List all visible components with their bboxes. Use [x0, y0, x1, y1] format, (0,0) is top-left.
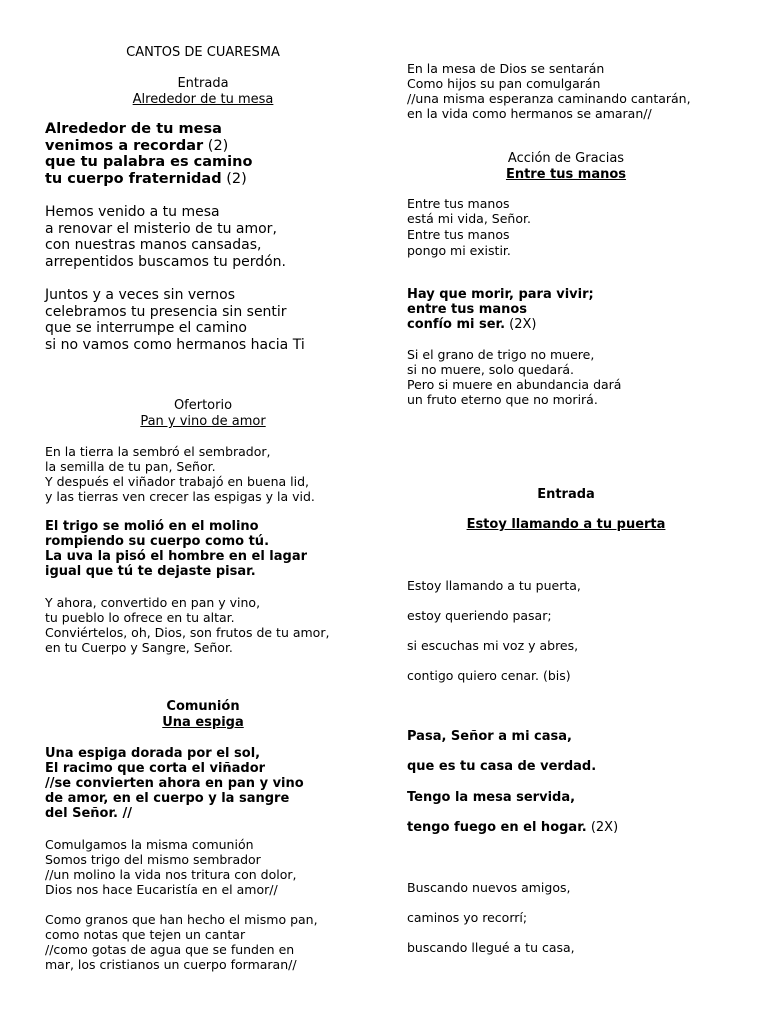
- song-title-text: Una espiga: [162, 715, 244, 730]
- song-title: [384, 517, 748, 532]
- chorus-text: Alrededor de tu mesa: [45, 121, 222, 137]
- verse-line: Dios nos hace Eucaristía en el amor//: [45, 882, 278, 897]
- verse-line: si escuchas mi voz y abres,: [407, 638, 579, 653]
- section-heading: Entrada: [537, 487, 595, 502]
- verse-line: si no vamos como hermanos hacia Ti: [45, 336, 305, 353]
- section-heading: Entrada: [177, 76, 229, 91]
- verse-line: buscando llegué a tu casa,: [407, 940, 575, 955]
- verse-line: Comulgamos la misma comunión: [45, 837, 254, 852]
- chorus-text: tu cuerpo fraternidad: [45, 170, 222, 187]
- doc-title: CANTOS DE CUARESMA: [126, 45, 280, 60]
- repeat-mark: (2X): [586, 820, 619, 835]
- verse-line: Como granos que han hecho el mismo pan,: [45, 912, 318, 927]
- chorus-line: El trigo se molió en el molino: [45, 519, 259, 534]
- chorus-line: [45, 121, 222, 138]
- chorus-line: [407, 317, 537, 332]
- verse-line: Y después el viñador trabajó en buena lid,: [45, 474, 309, 489]
- chorus-line: [407, 759, 596, 774]
- song-title-text: Estoy llamando a tu puerta: [466, 517, 666, 532]
- chorus-text: que tu palabra es camino: [45, 154, 253, 170]
- chorus-text: confío mi ser.: [407, 317, 506, 332]
- chorus-line: [407, 790, 575, 805]
- repeat-mark: (2): [203, 137, 229, 154]
- verse-line: Buscando nuevos amigos,: [407, 880, 571, 895]
- verse-line: Pero si muere en abundancia dará: [407, 377, 622, 392]
- verse-line: está mi vida, Señor.: [407, 211, 531, 226]
- repeat-mark: (2X): [505, 317, 537, 332]
- verse-line: mar, los cristianos un cuerpo formaran//: [45, 957, 297, 972]
- chorus-line: [45, 138, 228, 155]
- song-title-text: Alrededor de tu mesa: [132, 92, 274, 107]
- verse-line: Juntos y a veces sin vernos: [45, 287, 236, 303]
- verse-line: En la mesa de Dios se sentarán: [407, 61, 605, 76]
- verse-line: Hemos venido a tu mesa: [45, 204, 220, 220]
- verse-line: como notas que tejen un cantar: [45, 927, 246, 942]
- chorus-text: Hay que morir, para vivir;: [407, 287, 594, 302]
- chorus-text: entre tus manos: [407, 302, 528, 317]
- verse-line: Si el grano de trigo no muere,: [407, 347, 595, 362]
- verse-line: y las tierras ven crecer las espigas y la vid.: [45, 489, 315, 504]
- chorus-line: igual que tú te dejaste pisar.: [45, 564, 256, 579]
- chorus-line: [45, 154, 252, 171]
- chorus-text: tengo fuego en el hogar.: [407, 820, 587, 835]
- verse-line: arrepentidos buscamos tu perdón.: [45, 253, 286, 270]
- verse-line: en tu Cuerpo y Sangre, Señor.: [45, 640, 233, 655]
- chorus-line: de amor, en el cuerpo y la sangre: [45, 791, 290, 806]
- verse-line: Estoy llamando a tu puerta,: [407, 578, 581, 593]
- song-title: [0, 92, 406, 107]
- verse-line: contigo quiero cenar. (bis): [407, 668, 571, 683]
- chorus-line: [407, 820, 618, 835]
- verse-line: tu pueblo lo ofrece en tu altar.: [45, 610, 235, 625]
- verse-line: //como gotas de agua que se funden en: [45, 942, 295, 957]
- chorus-line: Una espiga dorada por el sol,: [45, 746, 261, 761]
- chorus-text: que es tu casa de verdad.: [407, 759, 597, 774]
- verse-line: estoy queriendo pasar;: [407, 608, 552, 623]
- chorus-text: Pasa, Señor a mi casa,: [407, 729, 572, 744]
- verse-line: pongo mi existir.: [407, 243, 511, 258]
- chorus-line: [407, 729, 572, 744]
- chorus-line: [45, 171, 247, 188]
- verse-line: si no muere, solo quedará.: [407, 362, 574, 377]
- verse-line: Conviértelos, oh, Dios, son frutos de tu amor,: [45, 625, 330, 640]
- chorus-line: La uva la pisó el hombre en el lagar: [45, 549, 308, 564]
- chorus-line: rompiendo su cuerpo como tú.: [45, 534, 270, 549]
- verse-line: //un molino la vida nos tritura con dolor,: [45, 867, 297, 882]
- song-title-text: Entre tus manos: [505, 167, 627, 182]
- verse-line: caminos yo recorrí;: [407, 910, 528, 925]
- verse-line: Entre tus manos: [407, 196, 510, 211]
- verse-line: En la tierra la sembró el sembrador,: [45, 444, 271, 459]
- chorus-line: del Señor. //: [45, 806, 132, 821]
- chorus-line: [407, 302, 527, 317]
- chorus-line: //se convierten ahora en pan y vino: [45, 776, 304, 791]
- section-heading: Ofertorio: [173, 398, 233, 413]
- chorus-text: venimos a recordar: [45, 137, 204, 154]
- chorus-line: El racimo que corta el viñador: [45, 761, 266, 776]
- verse-line: Somos trigo del mismo sembrador: [45, 852, 261, 867]
- verse-line: un fruto eterno que no morirá.: [407, 392, 598, 407]
- verse-line: Entre tus manos: [407, 227, 510, 242]
- section-heading: Acción de Gracias: [507, 151, 625, 166]
- song-title: [0, 715, 406, 730]
- song-title: [384, 167, 748, 182]
- song-title-text: Pan y vino de amor: [140, 414, 266, 429]
- repeat-mark: (2): [221, 170, 247, 187]
- verse-line: Y ahora, convertido en pan y vino,: [45, 595, 261, 610]
- verse-line: en la vida como hermanos se amaran//: [407, 106, 652, 121]
- verse-line: que se interrumpe el camino: [45, 320, 247, 336]
- chorus-text: Tengo la mesa servida,: [407, 790, 576, 805]
- section-heading: Comunión: [166, 699, 240, 714]
- verse-line: celebramos tu presencia sin sentir: [45, 303, 287, 320]
- verse-line: Como hijos su pan comulgarán: [407, 76, 601, 91]
- chorus-line: [407, 287, 594, 302]
- verse-line: a renovar el misterio de tu amor,: [45, 220, 277, 237]
- verse-line: //una misma esperanza caminando cantarán,: [407, 91, 691, 106]
- song-title: [0, 414, 406, 429]
- verse-line: la semilla de tu pan, Señor.: [45, 459, 216, 474]
- verse-line: con nuestras manos cansadas,: [45, 237, 262, 253]
